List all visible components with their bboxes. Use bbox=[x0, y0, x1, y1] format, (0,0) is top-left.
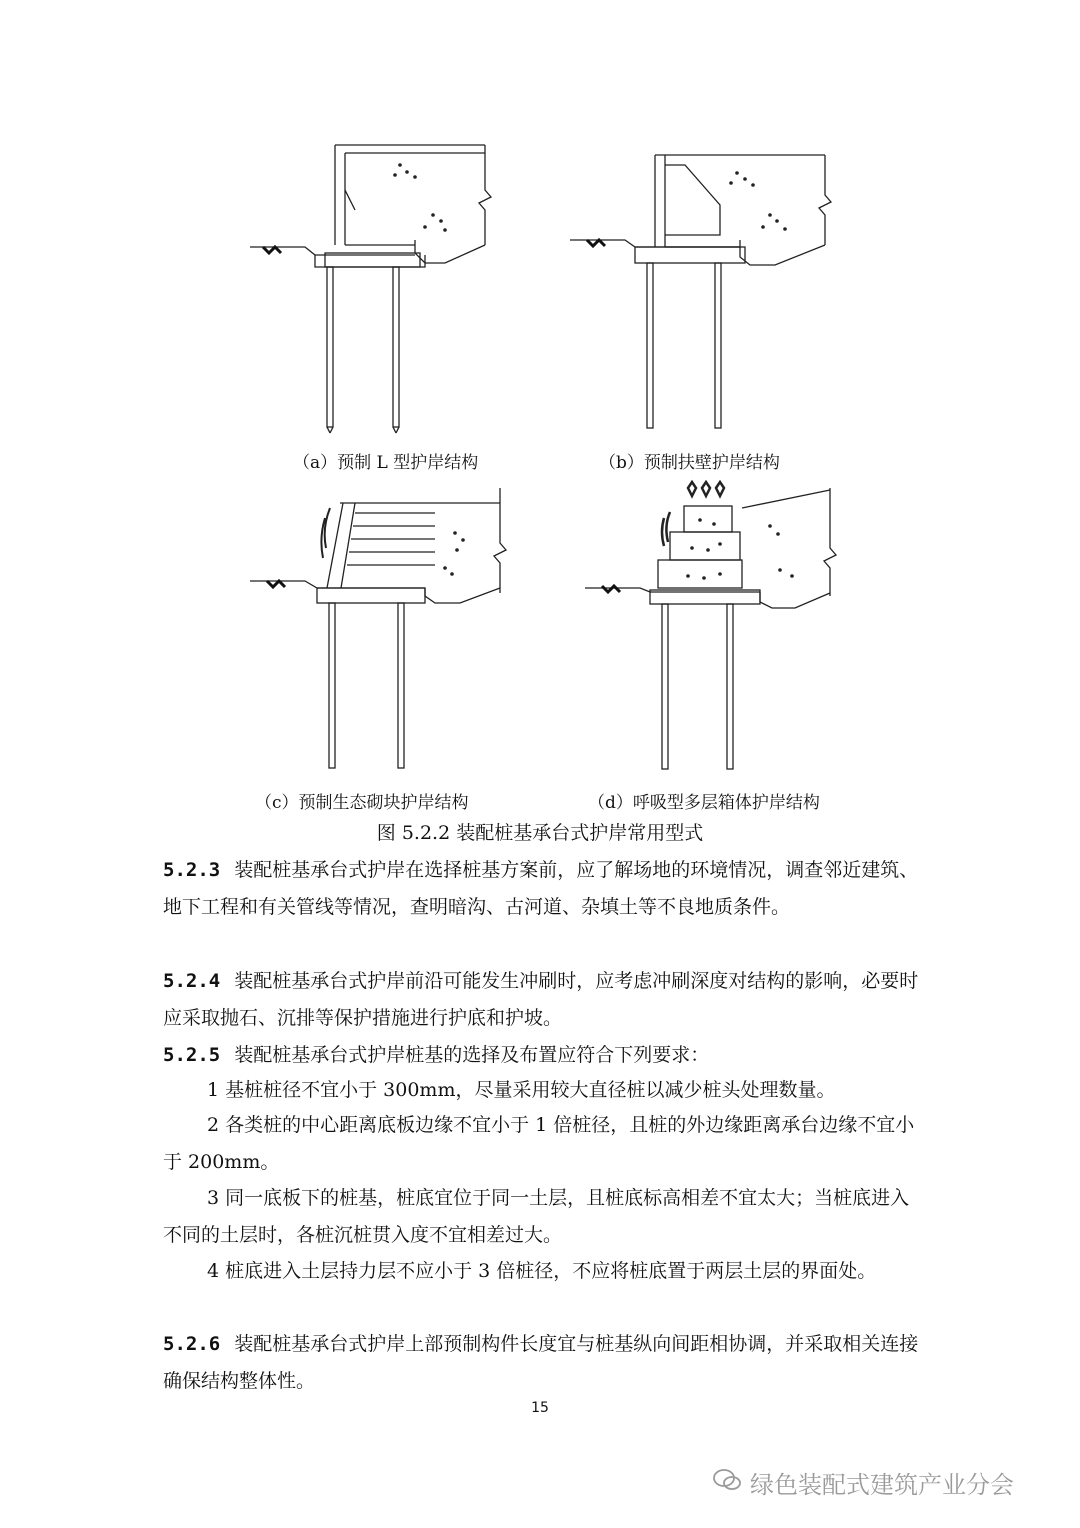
list-item-4: 4 桩底进入土层持力层不应小于 3 倍桩径，不应将桩底置于两层土层的界面处。 bbox=[207, 1260, 877, 1282]
section-text: 装配桩基承台式护岸桩基的选择及布置应符合下列要求： bbox=[234, 1044, 710, 1066]
section-text: 装配桩基承台式护岸前沿可能发生冲刷时，应考虑冲刷深度对结构的影响，必要时应采取抛石、沉排等保护措施进行护底和护坡。 bbox=[163, 970, 919, 1029]
figure-d-caption: （d）呼吸型多层箱体护岸结构 bbox=[588, 793, 820, 813]
wechat-icon bbox=[712, 1467, 742, 1499]
list-item-3: 3 同一底板下的桩基，桩底宜位于同一土层，且桩底标高相差不宜太大；当桩底进入不同的土层时，各桩沉桩贯入度不宜相差过大。 bbox=[163, 1187, 910, 1246]
watermark-text: 绿色装配式建筑产业分会 bbox=[750, 1471, 1014, 1499]
section-text: 装配桩基承台式护岸在选择桩基方案前，应了解场地的环境情况，调查邻近建筑、地下工程和有关管线等情况，查明暗沟、古河道、杂填土等不良地质条件。 bbox=[163, 859, 919, 918]
watermark bbox=[712, 1465, 1014, 1500]
section-number: 5.2.4 bbox=[163, 970, 221, 992]
figure-b-caption: （b）预制扶壁护岸结构 bbox=[599, 453, 780, 473]
figure-c-drawing bbox=[245, 478, 515, 778]
section-number: 5.2.3 bbox=[163, 859, 221, 881]
section-5-2-6 bbox=[163, 1326, 923, 1400]
figure-b-drawing bbox=[565, 135, 845, 435]
section-5-2-5 bbox=[163, 1037, 923, 1074]
figure-a-caption: （a）预制 L 型护岸结构 bbox=[293, 453, 479, 473]
section-5-2-3 bbox=[163, 852, 923, 926]
section-number: 5.2.5 bbox=[163, 1044, 221, 1066]
figure-d-drawing bbox=[580, 478, 850, 778]
figure-a-drawing bbox=[245, 135, 505, 435]
page-number: 15 bbox=[531, 1400, 549, 1416]
list-item-2: 2 各类桩的中心距离底板边缘不宜小于 1 倍桩径，且桩的外边缘距离承台边缘不宜小于 200mm。 bbox=[163, 1114, 915, 1173]
section-number: 5.2.6 bbox=[163, 1333, 221, 1355]
section-text: 装配桩基承台式护岸上部预制构件长度宜与桩基纵向间距相协调，并采取相关连接确保结构整体性。 bbox=[163, 1333, 919, 1392]
figure-c-caption: （c）预制生态砌块护岸结构 bbox=[255, 793, 469, 813]
list-item-1: 1 基桩桩径不宜小于 300mm，尽量采用较大直径桩以减少桩头处理数量。 bbox=[207, 1079, 836, 1101]
figure-title: 图 5.2.2 装配桩基承台式护岸常用型式 bbox=[376, 822, 704, 844]
section-5-2-4 bbox=[163, 963, 923, 1037]
